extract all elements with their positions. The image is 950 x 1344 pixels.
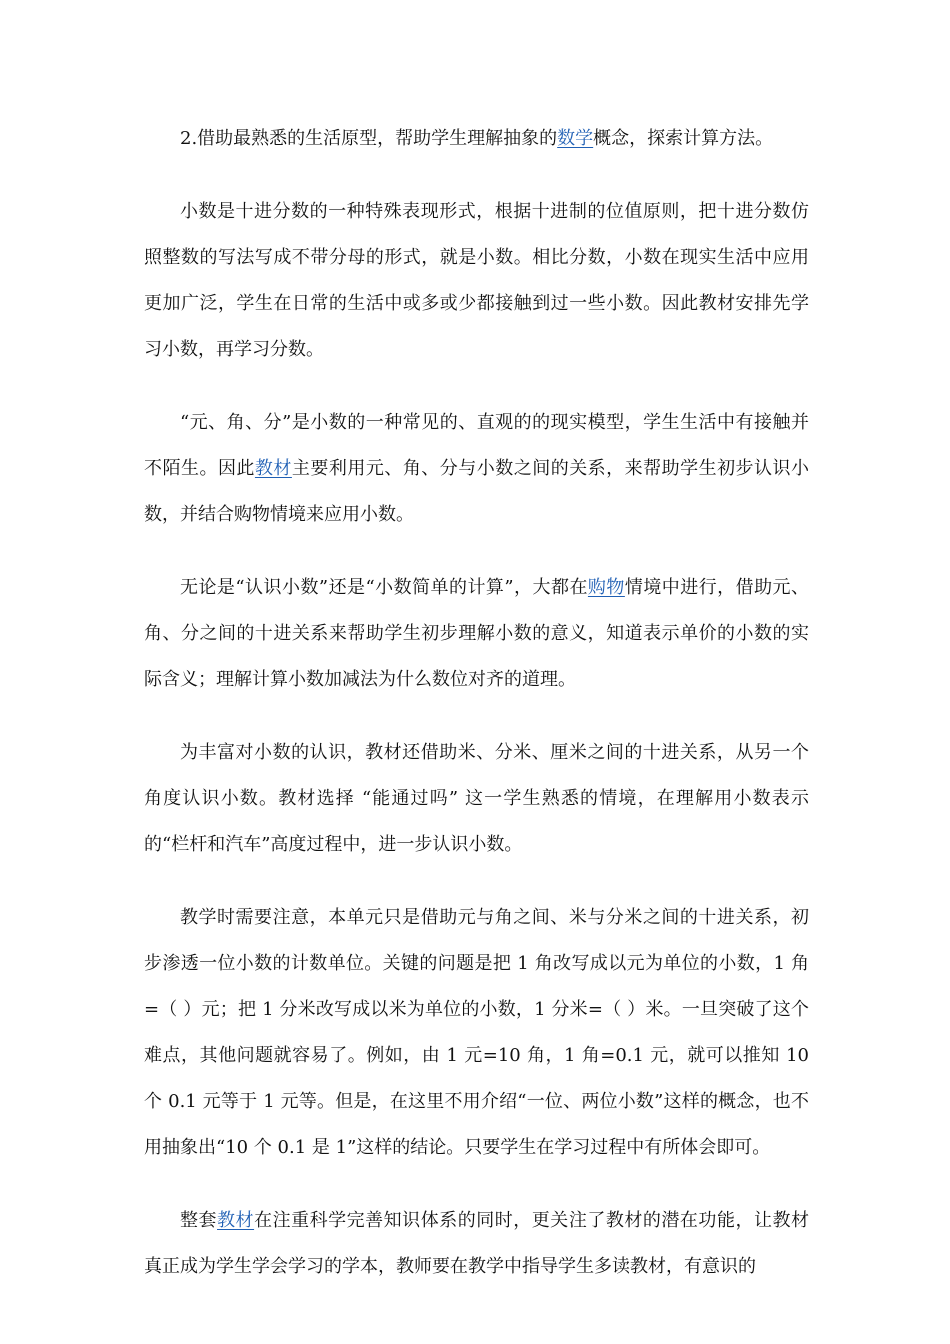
paragraph-1-text-a: 2.借助最熟悉的生活原型，帮助学生理解抽象的 xyxy=(180,128,558,149)
paragraph-1 xyxy=(144,116,809,162)
paragraph-6-text: 教学时需要注意，本单元只是借助元与角之间、米与分米之间的十进关系，初步渗透一位小数的计数单位。关键的问题是把 1 角改写成以元为单位的小数，1 角=（ ）元；把 1 分米改写成以米为单位的小数，1 分米=（ ）米。一旦突破了这个难点，其他问题就容易了。例如，由 1 元=10 角，1 角=0.1 元，就可以推知 10 个 0.1 元等于 1 元等。但是，在这里不用介绍“一位、两位小数”这样的概念，也不用抽象出“10 个 0.1 是 1”这样的结论。只要学生在学习过程中有所体会即可。 xyxy=(144,907,809,1158)
link-shopping[interactable]: 购物 xyxy=(587,577,625,598)
document-body xyxy=(144,116,809,1317)
paragraph-4-text-a: 无论是“认识小数”还是“小数简单的计算”，大都在 xyxy=(180,577,588,598)
paragraph-5-text: 为丰富对小数的认识，教材还借助米、分米、厘米之间的十进关系，从另一个角度认识小数。教材选择 “能通过吗” 这一学生熟悉的情境，在理解用小数表示的“栏杆和汽车”高度过程中，进一步认识小数。 xyxy=(144,742,809,855)
paragraph-6 xyxy=(144,895,809,1171)
paragraph-2 xyxy=(144,189,809,373)
link-textbook[interactable]: 教材 xyxy=(254,458,292,479)
link-math[interactable]: 数学 xyxy=(557,128,594,149)
link-textbook-2[interactable]: 教材 xyxy=(217,1210,255,1231)
paragraph-1-text-b: 概念，探索计算方法。 xyxy=(593,128,774,149)
paragraph-5 xyxy=(144,730,809,868)
paragraph-4 xyxy=(144,565,809,703)
paragraph-7-text-b: 在注重科学完善知识体系的同时，更关注了教材的潜在功能，让教材真正成为学生学会学习的学本，教师要在教学中指导学生多读教材，有意识的 xyxy=(144,1210,809,1277)
paragraph-7 xyxy=(144,1198,809,1290)
paragraph-2-text: 小数是十进分数的一种特殊表现形式，根据十进制的位值原则，把十进分数仿照整数的写法写成不带分母的形式，就是小数。相比分数，小数在现实生活中应用更加广泛，学生在日常的生活中或多或少都接触到过一些小数。因此教材安排先学习小数，再学习分数。 xyxy=(144,201,809,360)
paragraph-3-text-b: 主要利用元、角、分与小数之间的关系，来帮助学生初步认识小数，并结合购物情境来应用小数。 xyxy=(144,458,810,525)
paragraph-4-text-b: 情境中进行，借助元、角、分之间的十进关系来帮助学生初步理解小数的意义，知道表示单价的小数的实际含义；理解计算小数加减法为什么数位对齐的道理。 xyxy=(144,577,810,690)
paragraph-3 xyxy=(144,400,809,538)
paragraph-3-text-a: “元、角、分”是小数的一种常见的、直观的的现实模型，学生生活中有接触并不陌生。因此 xyxy=(144,412,809,479)
paragraph-7-text-a: 整套 xyxy=(180,1210,218,1231)
